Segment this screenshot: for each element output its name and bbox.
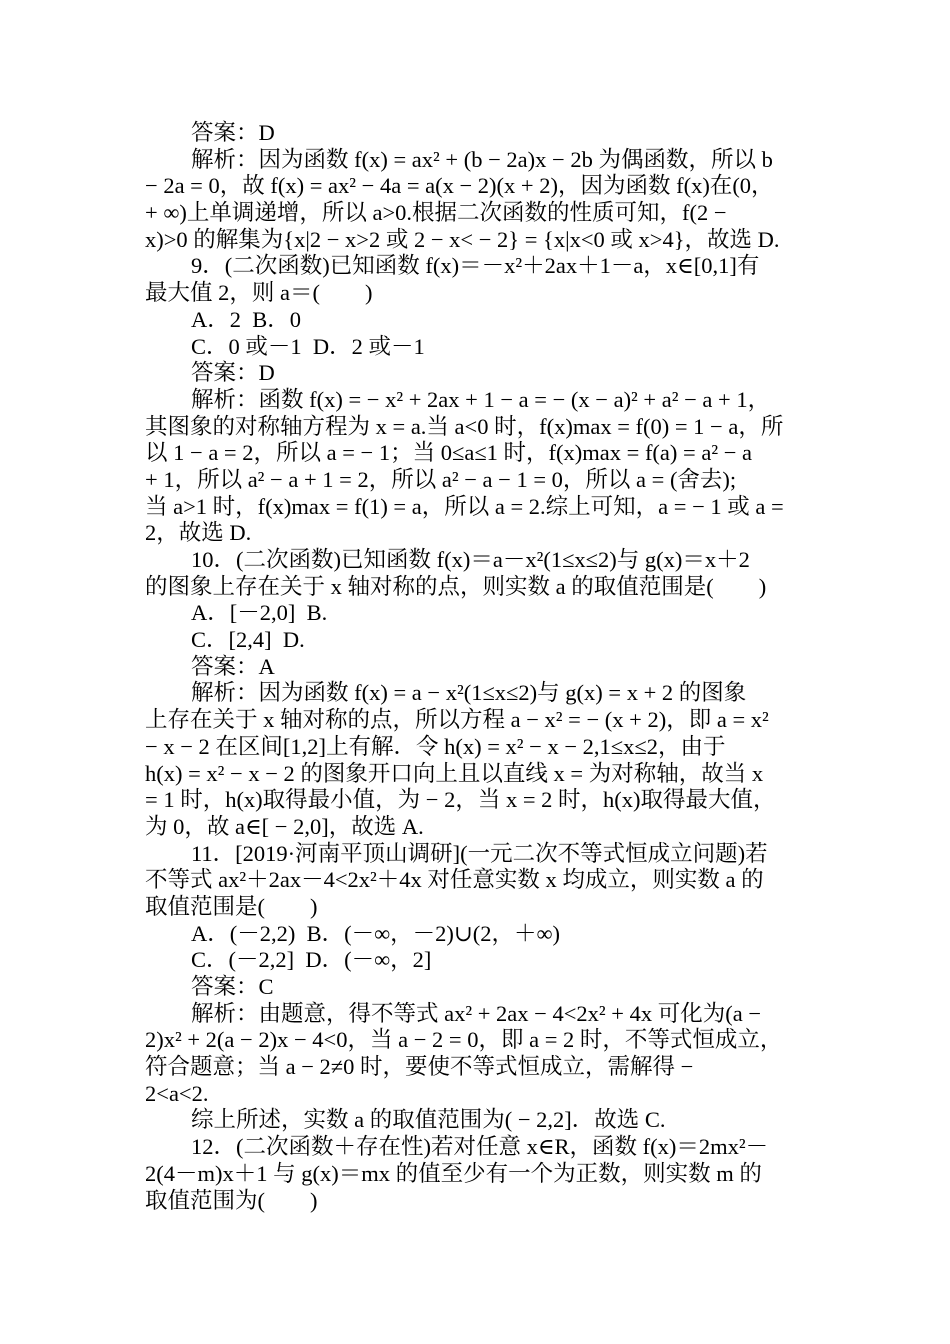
text-line: 11．[2019·河南平顶山调研](一元二次不等式恒成立问题)若 [191,840,768,866]
text-line: − 2a = 0，故 f(x) = ax² − 4a = a(x − 2)(x + 2)，因为函数 f(x)在(0， [145,173,774,199]
text-line: A．2 B．0 [191,306,302,332]
text-line: 答案：D [191,360,275,386]
text-line: A．(－2,2) B．(－∞，－2)∪(2，＋∞) [191,920,561,946]
text-line: 取值范围为( ) [145,1187,318,1213]
text-line: 解析：因为函数 f(x) = ax² + (b − 2a)x − 2b 为偶函数，所以 b [191,146,773,172]
text-line: 2，故选 D. [145,520,252,546]
text-line: − x − 2 在区间[1,2]上有解．令 h(x) = x² − x − 2,1≤x≤2，由于 [145,733,726,759]
text-line: 2<a<2. [145,1080,209,1106]
text-line: 符合题意；当 a − 2≠0 时，要使不等式恒成立，需解得 − [145,1054,694,1080]
text-line: + 1，所以 a² − a + 1 = 2，所以 a² − a − 1 = 0，所以 a = (舍去); [145,466,737,492]
text-line: 不等式 ax²＋2ax－4<2x²＋4x 对任意实数 x 均成立，则实数 a 的 [145,867,764,893]
text-line: 10．(二次函数)已知函数 f(x)＝a－x²(1≤x≤2)与 g(x)＝x＋2 [191,547,750,572]
text-line: 答案：A [191,653,275,679]
text-line: 2(4－m)x＋1 与 g(x)＝mx 的值至少有一个为正数，则实数 m 的 [145,1160,762,1186]
text-line: A．[－2,0] B. [191,600,328,626]
text-line: 2)x² + 2(a − 2)x − 4<0，当 a − 2 = 0，即 a = 2 时，不等式恒成立， [145,1027,783,1053]
text-line: 9．(二次函数)已知函数 f(x)＝－x²＋2ax＋1－a，x∈[0,1]有 [191,253,760,279]
text-line: 答案：C [191,974,274,999]
text-line: 取值范围是( ) [145,893,318,919]
text-line: 综上所述，实数 a 的取值范围为( − 2,2]．故选 C. [191,1107,666,1133]
text-line: h(x) = x² − x − 2 的图象开口向上且以直线 x = 为对称轴，故当 x [145,760,764,786]
text-line: 以 1 − a = 2，所以 a = − 1；当 0≤a≤1 时，f(x)max = f(a) = a² − a [145,440,753,466]
text-line: C．(－2,2] D．(－∞，2] [191,947,432,973]
document-page [145,120,815,1214]
text-line: 为 0，故 a∈[ − 2,0]，故选 A. [145,813,424,839]
text-line: + ∞)上单调递增，所以 a>0.根据二次函数的性质可知，f(2 − [145,200,727,226]
text-line: 其图象的对称轴方程为 x = a.当 a<0 时，f(x)max = f(0) = 1 − a，所 [145,413,784,439]
text-line: = 1 时，h(x)取得最小值，为 − 2，当 x = 2 时，h(x)取得最大值， [145,787,776,813]
text-line: 最大值 2，则 a＝( ) [145,280,373,306]
text-line: C．0 或－1 D．2 或－1 [191,333,425,359]
text-line: 当 a>1 时，f(x)max = f(1) = a，所以 a = 2.综上可知，a = − 1 或 a = [145,493,784,519]
text-line: 12．(二次函数＋存在性)若对任意 x∈R，函数 f(x)＝2mx²－ [191,1134,769,1160]
text-line: 的图象上存在关于 x 轴对称的点，则实数 a 的取值范围是( ) [145,573,767,599]
text-line: x)>0 的解集为{x|2 − x>2 或 2 − x< − 2} = {x|x<0 或 x>4}，故选 D. [145,226,780,252]
text-line: 解析：由题意，得不等式 ax² + 2ax − 4<2x² + 4x 可化为(a − [191,1000,762,1026]
text-line: 解析：函数 f(x) = − x² + 2ax + 1 − a = − (x − a)² + a² − a + 1， [191,386,771,412]
text-line: C．[2,4] D. [191,627,305,653]
text-line: 答案：D [191,120,275,145]
text-line: 解析：因为函数 f(x) = a − x²(1≤x≤2)与 g(x) = x + 2 的图象 [191,680,747,706]
text-line: 上存在关于 x 轴对称的点，所以方程 a − x² = − (x + 2)，即 a = x² [145,707,769,733]
